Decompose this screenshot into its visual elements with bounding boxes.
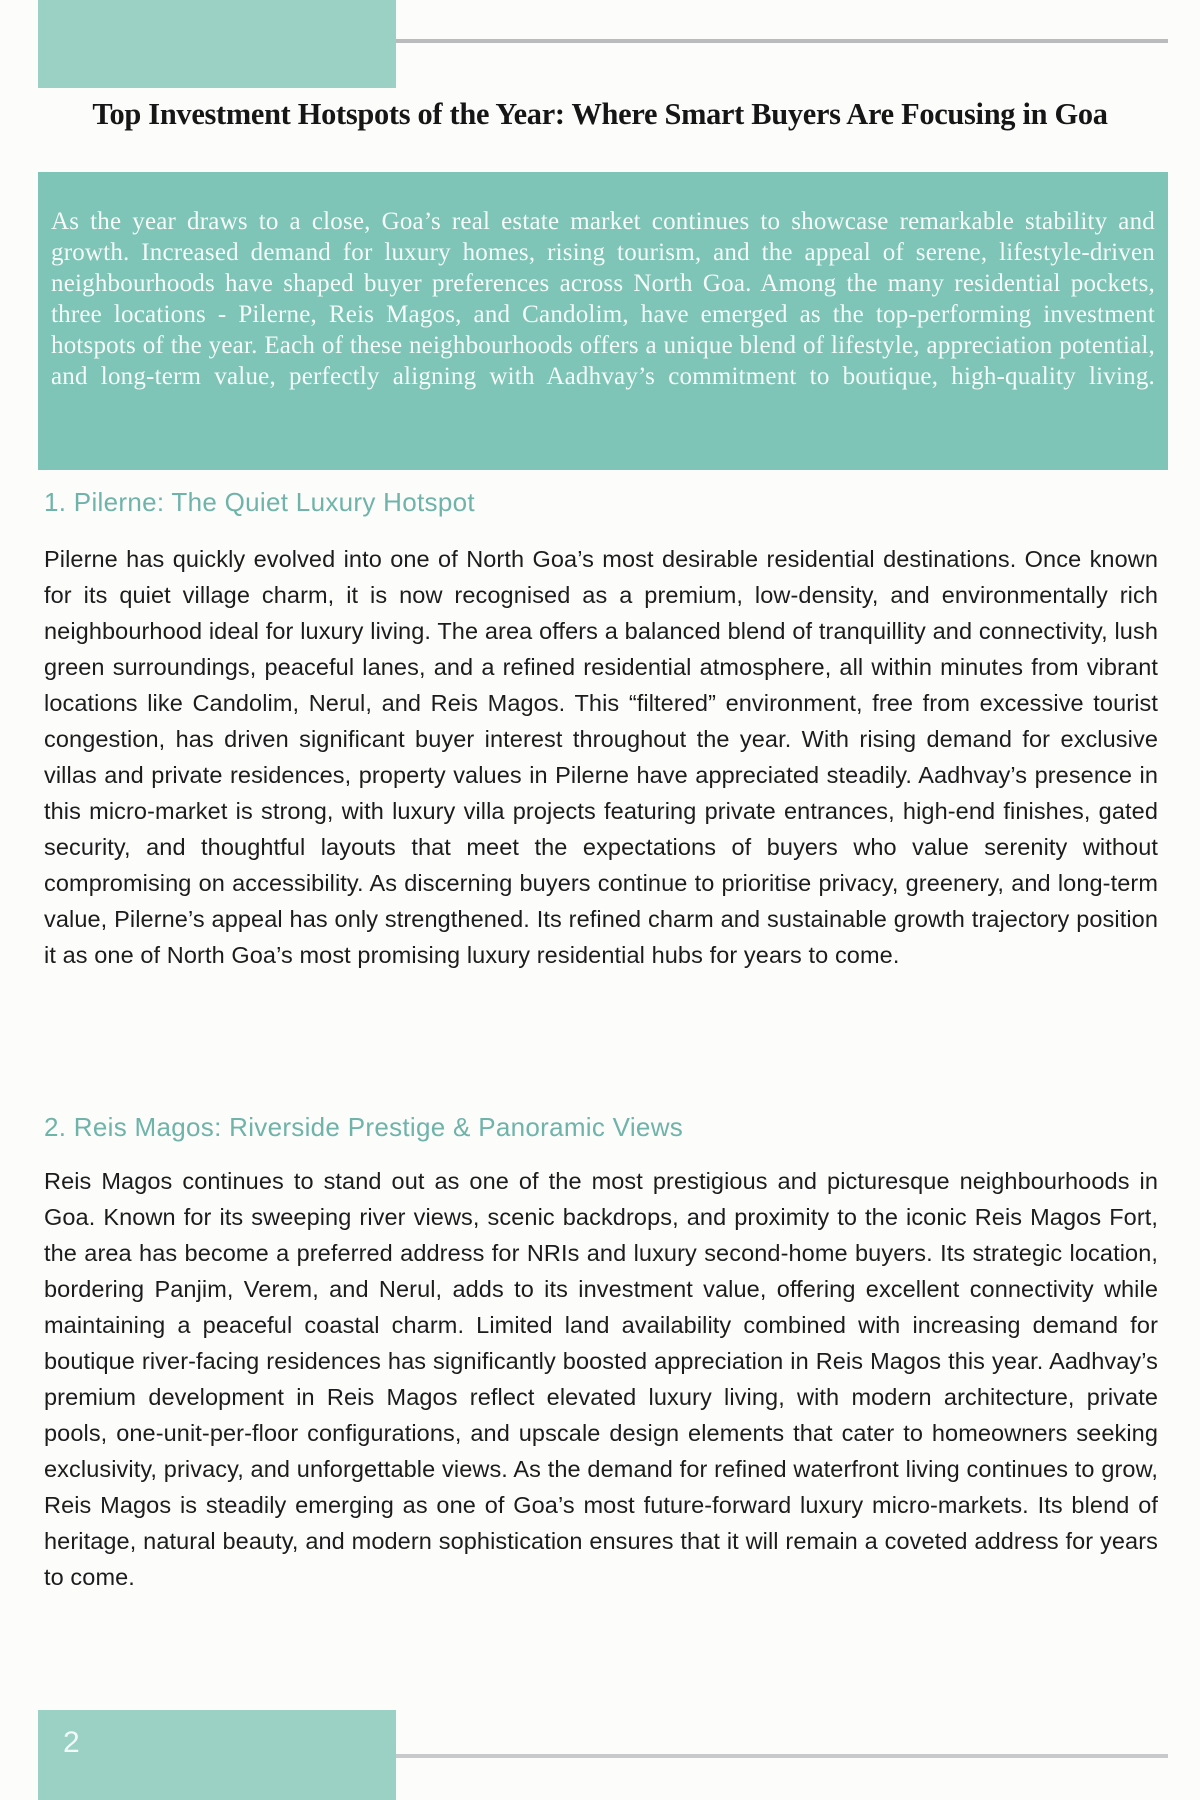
section-2-heading: 2. Reis Magos: Riverside Prestige & Panoramic Views — [44, 1112, 684, 1142]
section-1-heading: 1. Pilerne: The Quiet Luxury Hotspot — [44, 487, 475, 517]
section-2-body: Reis Magos continues to stand out as one of the most prestigious and picturesque neighbourhoods in Goa. Known for its sweeping river views, scenic backdrops, and proximity to the iconic Reis Magos Fort, the area has become a preferred address for NRIs and luxury second-home buyers. Its strategic location, bordering Panjim, Verem, and Nerul, adds to its investment value, offering excellent connectivity while maintaining a peaceful coastal charm. Limited land availability combined with increasing demand for boutique river-facing residences has significantly boosted appreciation in Reis Magos this year. Aadhvay’s premium development in Reis Magos reflect elevated luxury living, with modern architecture, private pools, one-unit-per-floor configurations, and upscale design elements that cater to homeowners seeking exclusivity, privacy, and unforgettable views. As the demand for refined waterfront living continues to grow, Reis Magos is steadily emerging as one of Goa’s most future-forward luxury micro-markets. Its blend of heritage, natural beauty, and modern sophistication ensures that it will remain a coveted address for years to come. — [44, 1168, 1158, 1590]
page-number: 2 — [63, 1726, 80, 1759]
footer-accent-block — [38, 1710, 396, 1800]
footer-divider-line — [396, 1754, 1168, 1758]
intro-highlight-box — [38, 172, 1168, 470]
section-1-body: Pilerne has quickly evolved into one of North Goa’s most desirable residential destinations. Once known for its quiet village charm, it is now recognised as a premium, low-density, and environmentally rich neighbourhood ideal for luxury living. The area offers a balanced blend of tranquillity and connectivity, lush green surroundings, peaceful lanes, and a refined residential atmosphere, all within minutes from vibrant locations like Candolim, Nerul, and Reis Magos. This “filtered” environment, free from excessive tourist congestion, has driven significant buyer interest throughout the year. With rising demand for exclusive villas and private residences, property values in Pilerne have appreciated steadily. Aadhvay’s presence in this micro-market is strong, with luxury villa projects featuring private entrances, high-end finishes, gated security, and thoughtful layouts that meet the expectations of buyers who value serenity without compromising on accessibility. As discerning buyers continue to prioritise privacy, greenery, and long-term value, Pilerne’s appeal has only strengthened. Its refined charm and sustainable growth trajectory position it as one of North Goa’s most promising luxury residential hubs for years to come. — [44, 546, 1158, 968]
header-divider-line — [396, 39, 1168, 43]
page-title: Top Investment Hotspots of the Year: Where Smart Buyers Are Focusing in Goa — [92, 96, 1108, 131]
intro-text: As the year draws to a close, Goa’s real estate market continues to showcase remarkable stability and growth. Increased demand for luxury homes, rising tourism, and the appeal of serene, lifestyle-driven neighbourhoods have shaped buyer preferences across North Goa. Among the many residential pockets, three locations - Pilerne, Reis Magos, and Candolim, have emerged as the top-performing investment hotspots of the year. Each of these neighbourhoods offers a unique blend of lifestyle, appreciation potential, and long-term value, perfectly aligning with Aadhvay’s commitment to boutique, high-quality living. — [51, 208, 1155, 390]
header-accent-block — [38, 0, 396, 88]
